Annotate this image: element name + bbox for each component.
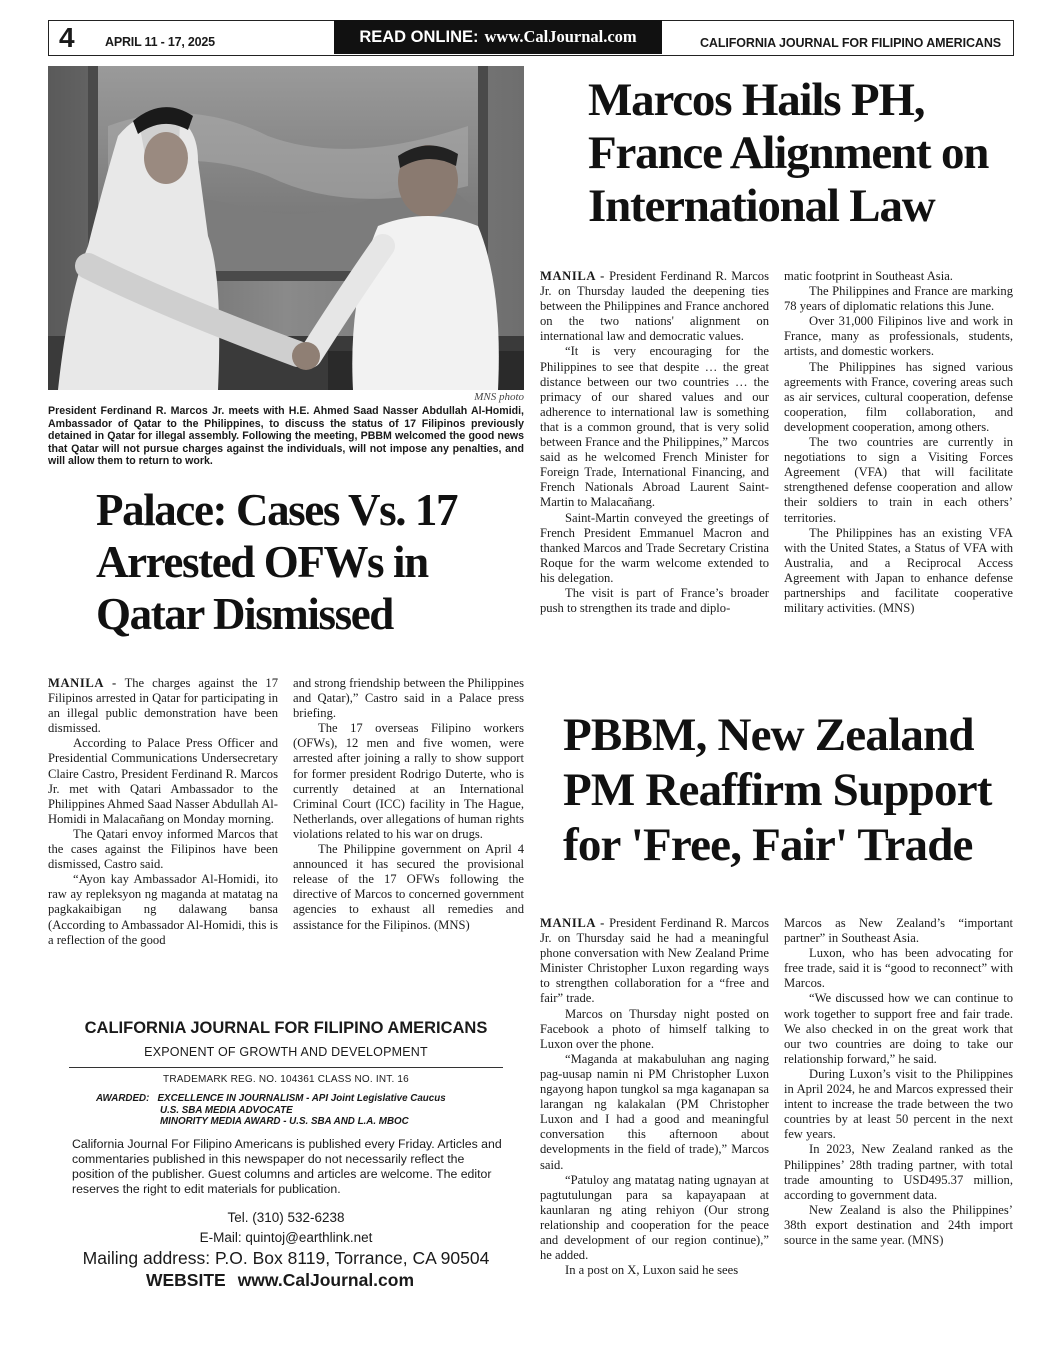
read-online-link[interactable]: www.CalJournal.com (484, 27, 637, 46)
publisher-note: California Journal For Filipino Americans is published every Friday. Articles and commentaries published in this newspaper do not necessarily reflect the position of the publisher. Guest columns and articles are welcome. The editor reserves the right to edit materials for publication. (72, 1136, 502, 1197)
article-france-col1: MANILA - President Ferdinand R. Marcos Jr. on Thursday lauded the deepening ties between the Philippines and France anchored on the two nations' alignment on international law and democratic values. “It is very encouraging for the Philippines to see that despite … the great distance between our two countries … the primacy of our shared values and our adherence to international law is something that is a common ground, that is very solid between France and the Philippines,” Marcos said as he welcomed French Minister for Foreign Trade, International Financing, and French Nationals Abroad Laurent Saint-Martin to Malacañang. Saint-Martin conveyed the greetings of French President Emmanuel Macron and thanked Marcos and Trade Secretary Cristina Roque for the warm welcome extended to his delegation. The visit is part of France’s broader push to strengthen its trade and diplo- (540, 269, 769, 616)
awards: AWARDED: EXCELLENCE IN JOURNALISM - API Joint Legislative Caucus U.S. SBA MEDIA ADVOCATE MINORITY MEDIA AWARD - U.S. SBA AND L.A. MBOC (96, 1093, 446, 1127)
website-link[interactable]: www.CalJournal.com (237, 1269, 415, 1290)
article-nz-col2: Marcos as New Zealand’s “important partner” in Southeast Asia. Luxon, who has been advocating for free trade, said it is “good to reconnect” with Marcos. “We discussed how we can continue to work together to support free and fair trade. We also checked in on the great work that our two countries are doing to take our relationship forward,” he said. During Luxon’s visit to the Philippines in April 2024, he and Marcos expressed their intent to increase the trade between the two countries by at least 50 percent in the next few years. In 2023, New Zealand ranked as the Philippines’ 28th trading partner, with total trade amounting to USD495.37 million, according to government data. New Zealand is also the Philippines’ 38th export destination and 24th import source in the same year. (MNS) (784, 916, 1013, 1247)
email[interactable]: E-Mail: quintoj@earthlink.net (199, 1229, 373, 1245)
headline-new-zealand: PBBM, New Zealand PM Reaffirm Support for 'Free, Fair' Trade (563, 709, 992, 871)
article-nz-col1: MANILA - President Ferdinand R. Marcos Jr. on Thursday said he had a meaningful phone conversation with New Zealand Prime Minister Christopher Luxon regarding ways to strengthen collaboration for a “free and fair” trade. Marcos on Thursday night posted on Facebook a photo of himself talking to Luxon over the phone. “Maganda at makabuluhan ang naging pag-uusap namin ni PM Christopher Luxon ngayong hapon tungkol sa mga kaganapan sa larangan ng kalakalan (PM Christopher Luxon and I had a good and meaningful conversation this afternoon about developments in the field of trade),” Marcos said. “Patuloy ang matatag nating ugnayan at pagtutulungan para sa kapayapaan at kaunlaran ng ating rehiyon (Our strong relationship and cooperation for the peace and development of our region continue),” he added. In a post on X, Luxon said he sees (540, 916, 769, 1278)
box-title: CALIFORNIA JOURNAL FOR FILIPINO AMERICANS (84, 1019, 488, 1037)
trademark: TRADEMARK REG. NO. 104361 CLASS NO. INT. 16 (163, 1074, 409, 1085)
article-france-col2: matic footprint in Southeast Asia. The Philippines and France are marking 78 years of diplomatic relations this June. Over 31,000 Filipinos live and work in France, many as professionals, students, artists, and domestic workers. The Philippines has signed various agreements with France, covering areas such as air services, cultural cooperation, defense cooperation, film collaboration, and development cooperation, among others. The two countries are currently in negotiations to sign a Visiting Forces Agreement (VFA) that will facilitate strengthened defense cooperation and allow their soldiers to train in each others’ territories. The Philippines has an existing VFA with the United States, a Status of VFA with Australia, and a Reciprocal Access Agreement with Japan to enhance defense partnerships and facilitate cooperative military activities. (MNS) (784, 269, 1013, 616)
dateline: MANILA - (540, 269, 605, 283)
masthead (48, 20, 1014, 56)
paper-name: CALIFORNIA JOURNAL FOR FILIPINO AMERICANS (700, 36, 1001, 50)
headline-france: Marcos Hails PH, France Alignment on International Law (588, 74, 989, 232)
article-qatar-col2: and strong friendship between the Philippines and Qatar),” Castro said in a Palace press briefing. The 17 overseas Filipino workers (OFWs), 12 men and five women, were arrested after joining a rally to show support for former president Rodrigo Duterte, who is currently detained at an International Criminal Court (ICC) facility in The Hague, Netherlands, over allegations of human rights violations related to his war on drugs. The Philippine government on April 4 announced it has secured the provisional release of the 17 OFWs following the directive of Marcos to concerned government agencies to exhaust all remedies and assistance for the Filipinos. (MNS) (293, 676, 524, 932)
mailing-address: Mailing address: P.O. Box 8119, Torrance, CA 90504 (82, 1247, 490, 1268)
box-subtitle: EXPONENT OF GROWTH AND DEVELOPMENT (144, 1045, 428, 1059)
telephone: Tel. (310) 532-6238 (227, 1209, 345, 1225)
publisher-box (48, 1012, 524, 1322)
read-online-label: READ ONLINE: (359, 27, 479, 46)
news-photo (48, 66, 524, 390)
photo-credit: MNS photo (474, 391, 524, 403)
headline-qatar: Palace: Cases Vs. 17 Arrested OFWs in Qatar Dismissed (96, 485, 458, 639)
read-online-banner[interactable] (334, 20, 662, 54)
article-qatar-col1: MANILA - The charges against the 17 Filipinos arrested in Qatar for participating in an illegal public demonstration have been dismissed. According to Palace Press Officer and Presidential Communications Undersecretary Claire Castro, President Ferdinand R. Marcos Jr. met with Qatari Ambassador to the Philippines Ahmed Saad Nasser Abdullah Al-Homidi in Malacañang on Monday morning. The Qatari envoy informed Marcos that the cases against the Filipinos have been dismissed, Castro said. “Ayon kay Ambassador Al-Homidi, ito raw ay repleksyon ng maganda at matatag na pagkakaibigan ng dalawang bansa (According to Ambassador Al-Homidi, this is a reflection of the good (48, 676, 279, 947)
issue-date: APRIL 11 - 17, 2025 (105, 35, 215, 49)
page-number: 4 (59, 22, 75, 53)
dateline: MANILA - (48, 676, 117, 690)
dateline: MANILA - (540, 916, 605, 930)
website[interactable]: WEBSITE www.CalJournal.com (145, 1269, 415, 1290)
photo-caption: President Ferdinand R. Marcos Jr. meets with H.E. Ahmed Saad Nasser Abdullah Al-Homidi, Ambassador of Qatar to the Philippines, to discuss the status of 17 Filipinos previously detained in Qatar for illegal assembly. Following the meeting, PBBM welcomed the good news that Qatar will not pursue charges against the individuals, will not impose any penalties, and will allow them to return to work. (48, 405, 524, 468)
divider (69, 1067, 503, 1068)
